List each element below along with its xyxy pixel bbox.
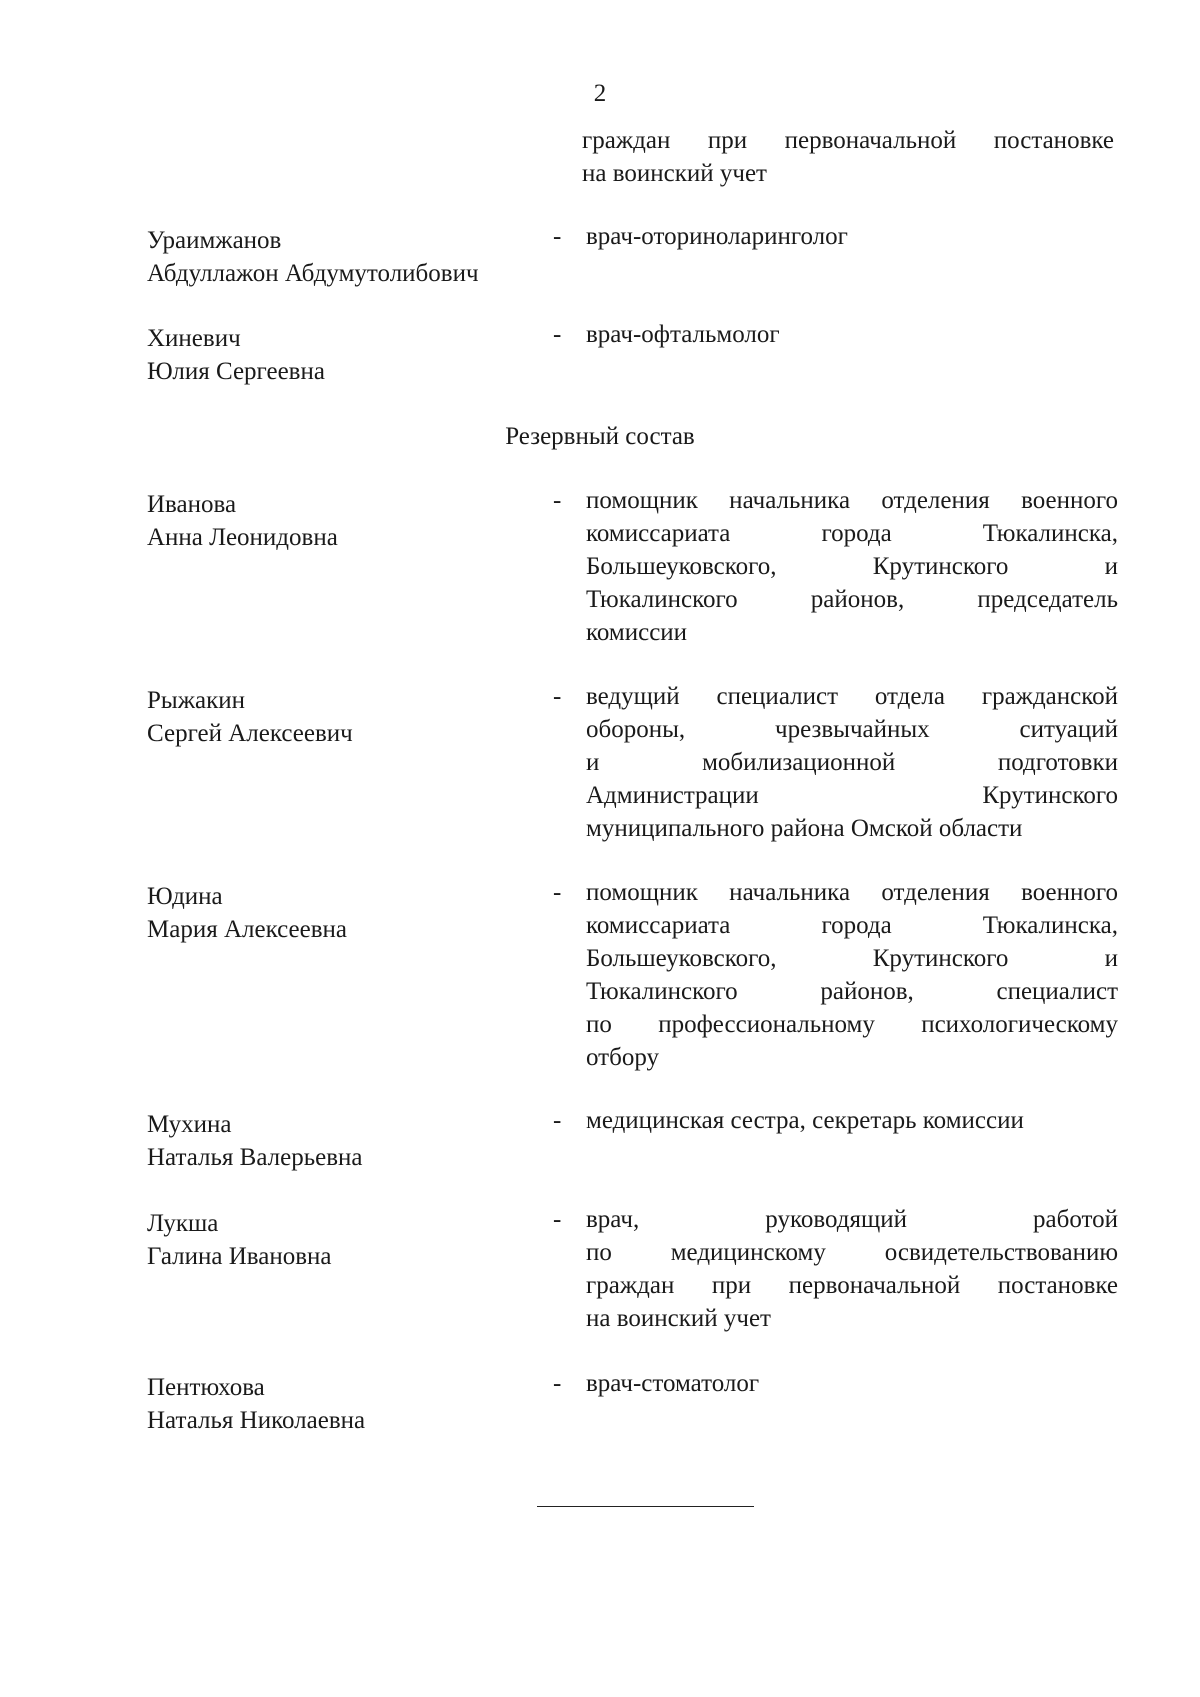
role-line: обороны, чрезвычайных ситуаций: [586, 716, 1118, 743]
role-line: помощник начальника отделения военного: [586, 487, 1118, 514]
member-surname: Хиневич: [147, 325, 241, 352]
role-line: по медицинскому освидетельствованию: [586, 1239, 1118, 1266]
role-line: помощник начальника отделения военного: [586, 879, 1118, 906]
role-line: врач, руководящий работой: [586, 1206, 1118, 1233]
member-name: [147, 224, 567, 290]
role-line: на воинский учет: [582, 160, 767, 187]
entry-dash: -: [553, 879, 562, 906]
role-line: Тюкалинского районов, специалист: [586, 978, 1118, 1005]
member-role: [586, 1367, 1118, 1400]
member-name: [147, 1371, 567, 1437]
member-given-names: Анна Леонидовна: [147, 524, 338, 551]
member-given-names: Наталья Валерьевна: [147, 1144, 363, 1171]
role-line: Администрации Крутинского: [586, 782, 1118, 809]
member-role: [586, 318, 1118, 351]
role-line: врач-стоматолог: [586, 1370, 760, 1397]
member-given-names: Юлия Сергеевна: [147, 358, 325, 385]
entry-dash: -: [553, 487, 562, 514]
role-line: ведущий специалист отдела гражданской: [586, 683, 1118, 710]
role-line: Большеуковского, Крутинского и: [586, 945, 1118, 972]
closing-rule: [537, 1506, 754, 1507]
role-line: комиссариата города Тюкалинска,: [586, 520, 1118, 547]
role-line: врач-офтальмолог: [586, 321, 780, 348]
member-surname: Рыжакин: [147, 687, 245, 714]
member-surname: Пентюхова: [147, 1374, 265, 1401]
member-name: [147, 684, 567, 750]
member-surname: Лукша: [147, 1210, 219, 1237]
member-name: [147, 1108, 567, 1174]
member-given-names: Наталья Николаевна: [147, 1407, 366, 1434]
member-given-names: Мария Алексеевна: [147, 916, 347, 943]
role-line: комиссии: [586, 619, 688, 646]
entry-dash: -: [553, 1206, 562, 1233]
member-role: [586, 680, 1118, 845]
role-line: и мобилизационной подготовки: [586, 749, 1118, 776]
entry-dash: -: [553, 683, 562, 710]
member-role: [586, 876, 1118, 1074]
role-line: граждан при первоначальной постановке: [586, 1272, 1118, 1299]
role-line: отбору: [586, 1044, 659, 1071]
member-role: [586, 1104, 1118, 1137]
role-line: муниципального района Омской области: [586, 815, 1023, 842]
entry-dash: -: [553, 1370, 562, 1397]
reserve-section-title: Резервный состав: [505, 423, 695, 450]
member-surname: Ураимжанов: [147, 227, 282, 254]
member-role: [586, 220, 1118, 253]
member-name: [147, 488, 567, 554]
member-surname: Юдина: [147, 883, 223, 910]
role-line: врач-оториноларинголог: [586, 223, 848, 250]
entry-dash: -: [553, 321, 562, 348]
entry-dash: -: [553, 1107, 562, 1134]
role-line: на воинский учет: [586, 1305, 771, 1332]
member-given-names: Сергей Алексеевич: [147, 720, 353, 747]
member-given-names: Галина Ивановна: [147, 1243, 332, 1270]
member-surname: Мухина: [147, 1111, 232, 1138]
role-line: граждан при первоначальной постановке: [582, 127, 1114, 154]
role-line: комиссариата города Тюкалинска,: [586, 912, 1118, 939]
role-line: по профессиональному психологическому: [586, 1011, 1118, 1038]
member-role: [586, 1203, 1118, 1335]
member-name: [147, 880, 567, 946]
page-number: 2: [593, 80, 607, 107]
role-line: Тюкалинского районов, председатель: [586, 586, 1118, 613]
role-continuation: [582, 124, 1114, 190]
role-line: Большеуковского, Крутинского и: [586, 553, 1118, 580]
member-role: [586, 484, 1118, 649]
role-line: медицинская сестра, секретарь комиссии: [586, 1107, 1024, 1134]
entry-dash: -: [553, 223, 562, 250]
member-name: [147, 322, 567, 388]
member-surname: Иванова: [147, 491, 237, 518]
member-given-names: Абдуллажон Абдумутолибович: [147, 260, 479, 287]
member-name: [147, 1207, 567, 1273]
